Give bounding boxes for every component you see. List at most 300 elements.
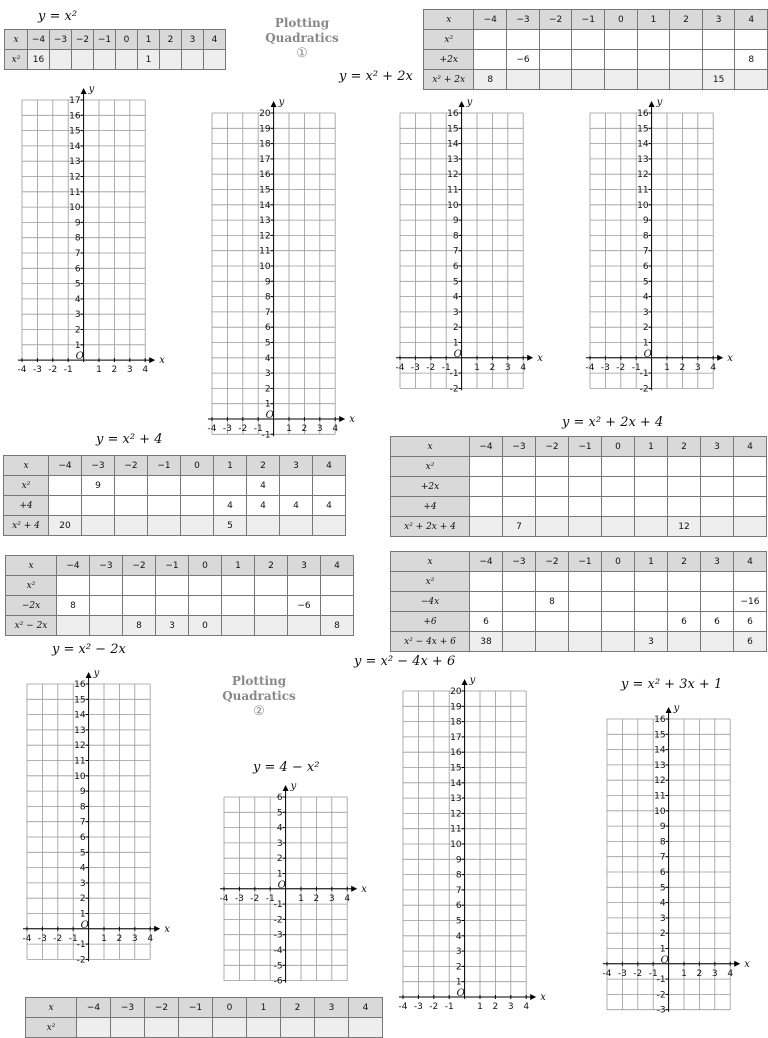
y-tick-label: 5: [452, 277, 459, 288]
row-label: −4x: [391, 592, 470, 612]
value-cell: 8: [123, 616, 156, 636]
y-tick-label: -2: [273, 915, 283, 926]
y-tick-label: 11: [654, 791, 666, 802]
y-tick-label: 8: [659, 837, 666, 848]
row-label: x²: [424, 30, 474, 50]
x-tick-label: -2: [633, 968, 643, 979]
x-value-cell: 4: [349, 998, 383, 1018]
y-tick-label: 16: [450, 748, 462, 759]
y-tick-label: -1: [449, 369, 459, 380]
x-header: x: [391, 552, 470, 572]
x-tick-label: 3: [507, 1002, 514, 1012]
equation-label-3: y = x² + 4: [96, 432, 163, 447]
y-tick-label: 15: [259, 185, 271, 196]
x-value-cell: 3: [701, 437, 734, 457]
x-header: x: [6, 556, 57, 576]
y-tick-label: 18: [259, 139, 271, 150]
y-tick-label: 4: [276, 823, 283, 834]
row-label: x²: [391, 457, 470, 477]
x-tick-label: -3: [222, 424, 232, 434]
row-label: x²: [26, 1018, 77, 1038]
y-tick-label: 11: [450, 824, 462, 835]
y-tick-label: 4: [659, 898, 666, 909]
y-tick-label: 1: [452, 338, 459, 349]
y-tick-label: 6: [79, 833, 86, 843]
value-cell: 4: [214, 496, 247, 516]
y-tick-label: 9: [79, 787, 86, 798]
x-value-cell: −4: [77, 998, 111, 1018]
y-tick-label: 9: [642, 216, 649, 227]
y-tick-label: 2: [264, 384, 271, 395]
row-label: −2x: [6, 596, 57, 616]
x-tick-label: 1: [101, 933, 107, 944]
y-tick-label: 4: [455, 931, 462, 942]
value-cell: −16: [734, 592, 767, 612]
x-tick-label: -4: [207, 424, 217, 434]
y-tick-label: 8: [642, 231, 649, 242]
y-tick-label: 11: [637, 185, 649, 196]
row-label: x² + 4: [4, 516, 49, 536]
x-value-cell: 0: [189, 556, 222, 576]
value-cell: 4: [313, 496, 346, 516]
x-tick-label: -3: [410, 362, 420, 373]
value-cell: 4: [247, 496, 280, 516]
y-tick-label: 14: [69, 141, 81, 152]
y-tick-label: 3: [455, 947, 462, 958]
x-tick-label: -3: [32, 365, 42, 376]
x-tick-label: 1: [664, 362, 670, 373]
y-tick-label: 8: [264, 292, 271, 303]
value-cell: 7: [503, 517, 536, 537]
x-tick-label: 3: [126, 365, 133, 376]
y-axis-label: y: [278, 97, 285, 108]
x-value-cell: 2: [670, 10, 703, 30]
x-value-cell: −2: [72, 30, 94, 50]
x-value-cell: −1: [569, 552, 602, 572]
x-header: x: [26, 998, 77, 1018]
y-tick-label: 9: [659, 822, 666, 833]
x-tick-label: -4: [22, 933, 32, 944]
value-cell: 0: [189, 616, 222, 636]
y-tick-label: 5: [264, 338, 271, 349]
title-line-1: Plotting: [231, 674, 287, 688]
origin-label: O: [277, 879, 286, 891]
y-tick-label: 14: [654, 745, 666, 756]
x-axis-arrow: [734, 961, 740, 967]
row-label: +4: [4, 496, 49, 516]
x-tick-label: -3: [234, 893, 244, 904]
y-tick-label: 20: [259, 109, 271, 119]
x-tick-label: 3: [711, 968, 718, 979]
y-tick-label: 2: [642, 323, 649, 334]
x-value-cell: 0: [602, 437, 635, 457]
y-tick-label: 9: [74, 218, 81, 229]
x-tick-label: 2: [696, 968, 703, 979]
y-tick-label: 7: [659, 852, 666, 863]
y-tick-label: 4: [79, 863, 86, 874]
y-tick-label: 12: [654, 776, 666, 787]
y-tick-label: 6: [452, 262, 459, 272]
y-tick-label: 16: [447, 109, 459, 119]
title-line-2: Quadratics: [222, 689, 296, 703]
equation-label-1: y = x²: [38, 9, 78, 24]
y-tick-label: 10: [259, 262, 271, 272]
y-tick-label: 6: [264, 323, 271, 334]
origin-label: O: [643, 348, 652, 360]
x-axis-label: x: [164, 923, 170, 935]
y-tick-label: 13: [447, 154, 459, 165]
y-tick-label: 7: [642, 246, 649, 257]
x-tick-label: -3: [600, 362, 610, 373]
y-tick-label: 16: [259, 170, 271, 181]
y-tick-label: 3: [659, 913, 666, 924]
y-tick-label: 4: [642, 292, 649, 303]
x-value-cell: 2: [160, 30, 182, 50]
x-tick-label: -2: [429, 1002, 439, 1012]
x-tick-label: 4: [727, 968, 734, 979]
y-tick-label: 7: [264, 307, 271, 318]
x-value-cell: 4: [321, 556, 354, 576]
x-value-cell: 4: [735, 10, 768, 30]
value-cell: 9: [82, 476, 115, 496]
x-axis-label: x: [349, 414, 355, 425]
x-tick-label: 2: [111, 365, 118, 376]
x-value-cell: 1: [222, 556, 255, 576]
value-cell: 3: [156, 616, 189, 636]
y-tick-label: 12: [259, 231, 271, 242]
y-tick-label: -2: [449, 384, 459, 395]
x-value-cell: 4: [734, 437, 767, 457]
row-label: x²: [391, 572, 470, 592]
y-tick-label: 17: [259, 154, 271, 165]
x-value-cell: 1: [635, 552, 668, 572]
y-tick-label: 11: [259, 246, 271, 257]
origin-label: O: [660, 954, 669, 966]
y-tick-label: 18: [450, 717, 462, 728]
y-tick-label: 5: [74, 279, 81, 290]
y-tick-label: 3: [276, 838, 283, 849]
y-axis-label: y: [673, 703, 680, 714]
y-tick-label: 5: [642, 277, 649, 288]
y-tick-label: 7: [452, 246, 459, 257]
x-tick-label: 2: [116, 933, 123, 944]
x-header: x: [391, 437, 470, 457]
x-axis-label: x: [540, 992, 546, 1003]
x-value-cell: −3: [507, 10, 540, 30]
x-tick-label: 4: [147, 933, 154, 944]
x-value-cell: −3: [503, 437, 536, 457]
x-value-cell: −3: [111, 998, 145, 1018]
y-tick-label: 15: [450, 763, 462, 774]
y-tick-label: 15: [74, 695, 86, 706]
x-tick-label: 3: [328, 893, 335, 904]
y-tick-label: 8: [452, 231, 459, 242]
y-tick-label: 6: [74, 264, 81, 275]
x-tick-label: 3: [694, 362, 701, 373]
origin-label: O: [80, 919, 89, 931]
value-cell: −6: [507, 50, 540, 70]
value-cell: 5: [214, 516, 247, 536]
x-value-cell: −2: [539, 10, 572, 30]
y-tick-label: 20: [450, 687, 462, 697]
y-axis-label: y: [466, 97, 473, 108]
y-tick-label: 3: [264, 369, 271, 380]
x-value-cell: −1: [148, 456, 181, 476]
y-tick-label: 12: [447, 170, 459, 181]
y-tick-label: 1: [264, 399, 271, 410]
x-tick-label: -4: [17, 365, 27, 376]
x-tick-label: 1: [477, 1002, 483, 1012]
x-tick-label: -3: [617, 968, 627, 979]
y-tick-label: -2: [639, 384, 649, 395]
x-tick-label: 2: [489, 362, 496, 373]
y-tick-label: 7: [79, 817, 86, 828]
x-value-cell: 1: [214, 456, 247, 476]
y-tick-label: 10: [654, 806, 666, 817]
x-value-cell: −2: [536, 552, 569, 572]
x-value-cell: 2: [281, 998, 315, 1018]
value-cell: 4: [280, 496, 313, 516]
y-tick-label: 2: [455, 962, 462, 973]
equation-label-2: y = x² + 2x: [339, 69, 413, 84]
y-tick-label: 2: [79, 894, 86, 905]
equation-label-7: y = 4 − x²: [253, 760, 320, 775]
x-tick-label: -1: [631, 362, 641, 373]
x-value-cell: 3: [280, 456, 313, 476]
x-tick-label: 4: [344, 893, 351, 904]
value-cell: 38: [470, 632, 503, 652]
y-tick-label: 9: [452, 216, 459, 227]
y-tick-label: 14: [450, 778, 462, 789]
title-number: ②: [253, 704, 265, 719]
y-tick-label: 11: [74, 756, 86, 767]
value-cell: 16: [28, 50, 50, 70]
y-tick-label: 8: [455, 870, 462, 881]
y-tick-label: -1: [656, 975, 666, 986]
y-tick-label: 10: [74, 771, 86, 782]
y-tick-label: -1: [261, 430, 271, 441]
x-tick-label: 4: [523, 1002, 530, 1012]
y-tick-label: 3: [452, 307, 459, 318]
y-tick-label: 15: [69, 126, 81, 137]
x-value-cell: 3: [315, 998, 349, 1018]
row-label: +6: [391, 612, 470, 632]
x-tick-label: -1: [68, 933, 78, 944]
x-value-cell: 4: [204, 30, 226, 50]
row-label: +4: [391, 497, 470, 517]
y-tick-label: 1: [276, 869, 283, 880]
y-tick-label: 8: [74, 233, 81, 244]
row-label: +2x: [391, 477, 470, 497]
x-value-cell: 3: [288, 556, 321, 576]
y-tick-label: 3: [79, 878, 86, 889]
x-value-cell: −1: [572, 10, 605, 30]
value-cell: 6: [734, 612, 767, 632]
x-tick-label: -2: [250, 893, 260, 904]
x-tick-label: -3: [37, 933, 47, 944]
x-tick-label: -1: [648, 968, 658, 979]
y-tick-label: 4: [74, 294, 81, 305]
x-value-cell: 0: [181, 456, 214, 476]
origin-label: O: [456, 988, 465, 999]
y-tick-label: 3: [74, 310, 81, 321]
value-cell: 6: [470, 612, 503, 632]
y-tick-label: 10: [69, 203, 81, 214]
y-tick-label: -3: [273, 930, 283, 941]
y-tick-label: 12: [450, 809, 462, 820]
x-tick-label: 3: [131, 933, 138, 944]
x-value-cell: 3: [701, 552, 734, 572]
y-tick-label: 13: [654, 760, 666, 771]
y-tick-label: 10: [637, 200, 649, 211]
y-tick-label: 6: [276, 793, 283, 803]
y-tick-label: 13: [637, 154, 649, 165]
x-value-cell: −4: [470, 437, 503, 457]
value-cell: 20: [49, 516, 82, 536]
x-axis-label: x: [159, 355, 165, 367]
y-tick-label: 6: [659, 868, 666, 878]
y-tick-label: 10: [447, 200, 459, 211]
value-cell: 8: [321, 616, 354, 636]
x-value-cell: 2: [255, 556, 288, 576]
x-value-cell: −3: [90, 556, 123, 576]
y-tick-label: 1: [642, 338, 649, 349]
x-value-cell: 3: [702, 10, 735, 30]
value-cell: 8: [474, 70, 507, 90]
y-tick-label: 14: [637, 139, 649, 150]
origin-label: O: [265, 410, 274, 421]
x-tick-label: -4: [219, 893, 229, 904]
x-tick-label: -2: [238, 424, 248, 434]
y-tick-label: 7: [455, 885, 462, 896]
x-axis-label: x: [727, 352, 733, 364]
x-tick-label: -2: [426, 362, 436, 373]
x-tick-label: 4: [520, 362, 527, 373]
title-number: ①: [296, 46, 308, 61]
y-tick-label: 6: [455, 901, 462, 912]
y-axis-label: y: [469, 675, 476, 686]
x-tick-label: -1: [441, 362, 451, 373]
y-tick-label: -2: [656, 990, 666, 1001]
equation-label-5: y = x² − 2x: [52, 642, 126, 657]
y-tick-label: -6: [273, 976, 283, 987]
x-value-cell: 4: [734, 552, 767, 572]
y-tick-label: 10: [450, 840, 462, 850]
x-tick-label: -4: [398, 1002, 408, 1012]
y-tick-label: 5: [79, 848, 86, 859]
row-label: +2x: [424, 50, 474, 70]
y-tick-label: 17: [450, 732, 462, 743]
y-tick-label: 15: [654, 730, 666, 741]
x-tick-label: -2: [616, 362, 626, 373]
y-tick-label: 13: [69, 157, 81, 168]
y-tick-label: 13: [259, 216, 271, 227]
title-line-1: Plotting: [274, 16, 330, 30]
x-value-cell: −2: [536, 437, 569, 457]
y-tick-label: -1: [273, 900, 283, 911]
y-tick-label: 17: [69, 96, 81, 106]
equation-label-4: y = x² + 2x + 4: [562, 415, 664, 430]
value-cell: −6: [288, 596, 321, 616]
x-tick-label: 2: [301, 424, 308, 434]
y-tick-label: 11: [69, 187, 81, 198]
y-tick-label: -2: [76, 955, 86, 966]
x-value-cell: −4: [28, 30, 50, 50]
row-label: x² + 2x + 4: [391, 517, 470, 537]
x-value-cell: 4: [313, 456, 346, 476]
x-value-cell: 3: [182, 30, 204, 50]
value-cell: 1: [138, 50, 160, 70]
y-tick-label: 2: [452, 323, 459, 334]
x-tick-label: -2: [48, 365, 58, 376]
x-tick-label: -4: [395, 362, 405, 373]
y-tick-label: 9: [264, 277, 271, 288]
y-tick-label: 2: [276, 854, 283, 865]
title-line-2: Quadratics: [265, 31, 339, 45]
y-tick-label: 2: [74, 325, 81, 336]
y-tick-label: 7: [74, 249, 81, 259]
x-tick-label: 4: [142, 365, 149, 376]
x-value-cell: 0: [213, 998, 247, 1018]
y-axis-label: y: [93, 668, 100, 679]
y-tick-label: 2: [659, 929, 666, 940]
value-cell: 12: [668, 517, 701, 537]
value-cell: 8: [57, 596, 90, 616]
x-tick-label: -1: [265, 893, 275, 904]
x-value-cell: −4: [474, 10, 507, 30]
x-tick-label: 1: [96, 365, 102, 376]
x-axis-label: x: [361, 883, 367, 895]
row-label: x²: [5, 50, 28, 70]
x-value-cell: −1: [179, 998, 213, 1018]
x-tick-label: 2: [313, 893, 320, 904]
y-tick-label: -1: [639, 369, 649, 380]
x-value-cell: 2: [247, 456, 280, 476]
y-tick-label: 8: [79, 802, 86, 813]
value-cell: 3: [635, 632, 668, 652]
x-value-cell: 2: [668, 552, 701, 572]
row-label: x² − 4x + 6: [391, 632, 470, 652]
y-tick-label: -3: [656, 1005, 666, 1016]
x-header: x: [424, 10, 474, 30]
y-tick-label: 9: [455, 855, 462, 866]
x-value-cell: 1: [635, 437, 668, 457]
x-tick-label: 1: [681, 968, 687, 979]
row-label: x² − 2x: [6, 616, 57, 636]
x-value-cell: −1: [94, 30, 116, 50]
value-cell: 8: [735, 50, 768, 70]
x-value-cell: −3: [50, 30, 72, 50]
origin-label: O: [75, 351, 84, 363]
x-value-cell: 1: [637, 10, 670, 30]
equation-label-8: y = x² + 3x + 1: [621, 677, 723, 692]
x-value-cell: −3: [82, 456, 115, 476]
x-tick-label: -4: [602, 968, 612, 979]
y-tick-label: 3: [642, 307, 649, 318]
x-value-cell: −4: [470, 552, 503, 572]
y-tick-label: 5: [659, 883, 666, 894]
y-tick-label: 4: [452, 292, 459, 303]
x-tick-label: 1: [286, 424, 292, 434]
row-label: x² + 2x: [424, 70, 474, 90]
y-tick-label: 1: [455, 977, 462, 988]
y-tick-label: -4: [273, 946, 283, 956]
x-tick-label: 3: [504, 362, 511, 373]
origin-label: O: [453, 348, 462, 360]
x-value-cell: −3: [503, 552, 536, 572]
y-tick-label: 5: [455, 916, 462, 927]
x-tick-label: 1: [474, 362, 480, 373]
